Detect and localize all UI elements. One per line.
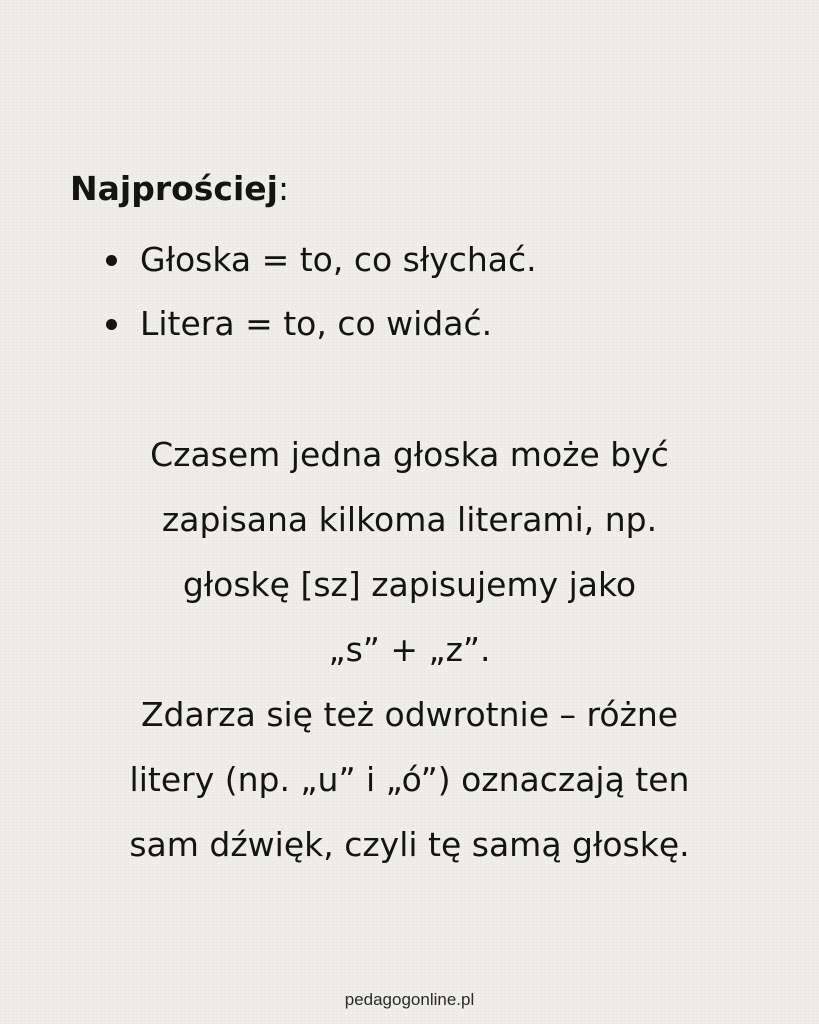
- bullet-text: Głoska = to, co słychać.: [140, 240, 537, 279]
- paragraph-line: Czasem jedna głoska może być: [150, 435, 669, 474]
- paragraph-line: „s” + „z”.: [328, 630, 491, 669]
- heading-suffix: :: [277, 169, 290, 208]
- bullet-list: [106, 228, 537, 356]
- explanation-paragraph: [40, 422, 779, 877]
- heading: [70, 166, 289, 212]
- footer-site-name: pedagogonline.pl: [344, 990, 475, 1009]
- paragraph-line: głoskę [sz] zapisujemy jako: [182, 565, 637, 604]
- paragraph-line: Zdarza się też odwrotnie – różne: [140, 695, 679, 734]
- paragraph-line: zapisana kilkoma literami, np.: [161, 500, 658, 539]
- paragraph-line: sam dźwięk, czyli tę samą głoskę.: [129, 825, 690, 864]
- paragraph-line: litery (np. „u” i „ó”) oznaczają ten: [129, 760, 690, 799]
- bullet-dot-icon: [106, 255, 117, 266]
- bullet-text: Litera = to, co widać.: [140, 304, 493, 343]
- bullet-item-litera: [106, 292, 537, 356]
- bullet-item-gloska: [106, 228, 537, 292]
- bullet-dot-icon: [106, 319, 117, 330]
- heading-bold-text: Najprościej: [70, 169, 278, 208]
